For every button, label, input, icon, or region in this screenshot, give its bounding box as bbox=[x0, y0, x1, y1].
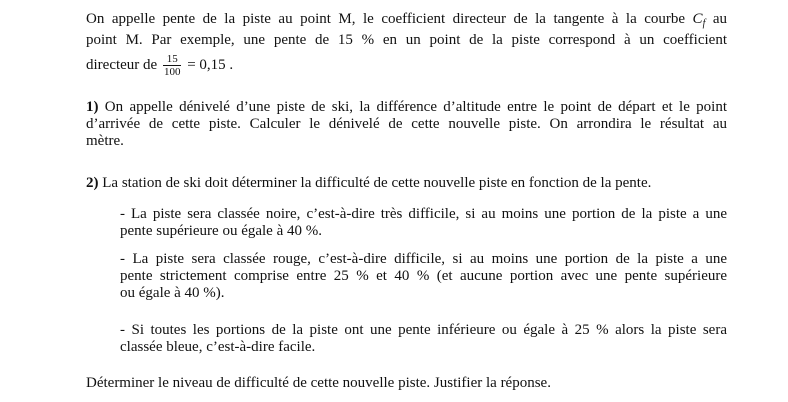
black-line-1: - La piste sera classée noire, c’est-à-dire très difficile, si au moins une portion de la piste a une bbox=[120, 206, 727, 222]
fraction-numerator: 15 bbox=[163, 53, 182, 66]
conclusion bbox=[86, 375, 727, 392]
curve-symbol bbox=[693, 11, 706, 27]
q1-number: 1) bbox=[86, 99, 99, 115]
blue-line-2: classée bleue, c’est-à-dire facile. bbox=[120, 339, 316, 355]
red-line-2: pente strictement comprise entre 25 % et 40 % (et aucune portion avec une pente supérieure bbox=[120, 268, 727, 284]
blue-line-1: - Si toutes les portions de la piste ont une pente inférieure ou égale à 25 % alors la piste sera bbox=[120, 322, 727, 338]
intro-line-2: point M. Par exemple, une pente de 15 % en un point de la piste correspond à un coefficient bbox=[86, 32, 727, 48]
question-2 bbox=[86, 175, 727, 192]
q2-text: La station de ski doit déterminer la difficulté de cette nouvelle piste en fonction de la pente. bbox=[98, 175, 652, 191]
criterion-red bbox=[120, 251, 727, 302]
intro-line-3 bbox=[86, 53, 727, 78]
intro-text: On appelle pente de la piste au point M, le coefficient directeur de la tangente à la courbe bbox=[86, 11, 693, 27]
intro-text-end: au bbox=[705, 11, 727, 27]
intro-line-1 bbox=[86, 11, 727, 32]
question-1 bbox=[86, 99, 727, 150]
q1-line-2: d’arrivée de cette piste. Calculer le dénivelé de cette nouvelle piste. On arrondira le résultat au bbox=[86, 116, 727, 132]
q1-line-3: mètre. bbox=[86, 133, 124, 149]
q1-text: On appelle dénivelé d’une piste de ski, la différence d’altitude entre le point de départ et le point bbox=[98, 99, 727, 115]
red-line-1: - La piste sera classée rouge, c’est-à-dire difficile, si au moins une portion de la piste a une bbox=[120, 251, 727, 267]
q2-number: 2) bbox=[86, 175, 99, 191]
intro-paragraph bbox=[86, 11, 727, 78]
intro-text-value: = 0,15 . bbox=[183, 56, 234, 73]
red-line-3: ou égale à 40 %). bbox=[120, 285, 225, 301]
criterion-black bbox=[120, 206, 727, 240]
q1-line-1 bbox=[86, 99, 727, 116]
fraction bbox=[163, 53, 182, 78]
criterion-blue bbox=[120, 322, 727, 356]
black-line-2: pente supérieure ou égale à 40 %. bbox=[120, 223, 322, 239]
q2-line-1 bbox=[86, 175, 727, 192]
conclusion-line: Déterminer le niveau de difficulté de cette nouvelle piste. Justifier la réponse. bbox=[86, 375, 551, 391]
fraction-denominator: 100 bbox=[163, 66, 181, 78]
curve-subscript: f bbox=[702, 18, 706, 29]
curve-letter: C bbox=[692, 11, 703, 27]
intro-text-directeur: directeur de bbox=[86, 56, 161, 73]
